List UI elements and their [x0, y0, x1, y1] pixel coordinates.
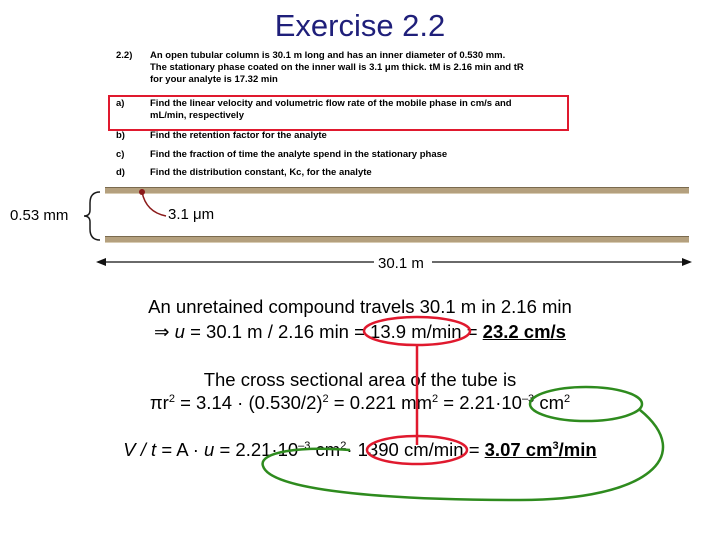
part-text: Find the retention factor for the analyte [150, 130, 327, 141]
velocity-calculation: = 30.1 m / 2.16 min = 13.9 m/min = [184, 321, 483, 342]
flow-calc: cm [310, 439, 341, 460]
diameter-label: 0.53 mm [10, 207, 69, 224]
area-calc: cm [534, 392, 564, 413]
flow-calc: = A · [156, 439, 205, 460]
film-pointer-line [142, 192, 166, 216]
flow-rate-result [485, 439, 597, 460]
part-text: Find the linear velocity and volumetric flow rate of the mobile phase in cm/s and [150, 98, 512, 109]
area-formula: πr [149, 392, 169, 413]
exponent: 2 [322, 393, 329, 405]
solution-line-4 [0, 392, 720, 414]
exponent: 2 [564, 393, 571, 405]
flow-rate-symbol: V / t [123, 439, 157, 460]
length-label: 30.1 m [378, 255, 424, 272]
part-letter: a) [116, 98, 125, 109]
flow-result-value: 3.07 cm [484, 439, 553, 460]
diameter-brace [84, 192, 100, 240]
velocity-symbol: u [174, 321, 185, 342]
part-letter: c) [116, 149, 125, 160]
part-text: Find the fraction of time the analyte spend in the stationary phase [150, 149, 448, 160]
part-letter: b) [116, 130, 125, 141]
part-text: mL/min, respectively [150, 110, 244, 121]
exponent: 2 [431, 393, 439, 405]
slide-title: Exercise 2.2 [274, 8, 446, 43]
intro-line: The stationary phase coated on the inner wall is 3.1 μm thick. tM is 2.16 min and tR [150, 62, 524, 73]
solution-line-3: The cross sectional area of the tube is [203, 369, 517, 390]
length-arrowhead-left [96, 258, 106, 266]
film-thickness-label: 3.1 μm [168, 206, 215, 223]
intro-line: An open tubular column is 30.1 m long and has an inner diameter of 0.530 mm. [150, 50, 506, 61]
area-calc: = 0.221 mm [328, 392, 432, 413]
solution-line-2 [0, 321, 720, 343]
exponent: –3 [521, 393, 535, 405]
question-number: 2.2) [116, 50, 133, 61]
intro-line: for your analyte is 17.32 min [150, 74, 278, 85]
area-calc: = 3.14 · (0.530/2) [174, 392, 323, 413]
linear-velocity-result: 23.2 cm/s [482, 321, 566, 342]
exponent: –3 [298, 440, 311, 452]
flow-calc: = 2.21·10 [214, 439, 299, 460]
area-calc: = 2.21·10 [438, 392, 522, 413]
exponent: 2 [168, 393, 175, 405]
velocity-symbol: u [204, 439, 215, 460]
solution-line-1: An unretained compound travels 30.1 m in 2.16 min [148, 296, 572, 317]
flow-result-unit: /min [558, 439, 597, 460]
exponent: 3 [552, 440, 559, 452]
part-letter: d) [116, 167, 125, 178]
implies-symbol: ⇒ [154, 321, 175, 342]
exponent: 2 [340, 440, 347, 452]
length-arrowhead-right [682, 258, 692, 266]
flow-calc: · 1390 cm/min = [346, 439, 485, 460]
part-text: Find the distribution constant, Kc, for the analyte [150, 167, 372, 178]
solution-line-5 [0, 439, 720, 461]
